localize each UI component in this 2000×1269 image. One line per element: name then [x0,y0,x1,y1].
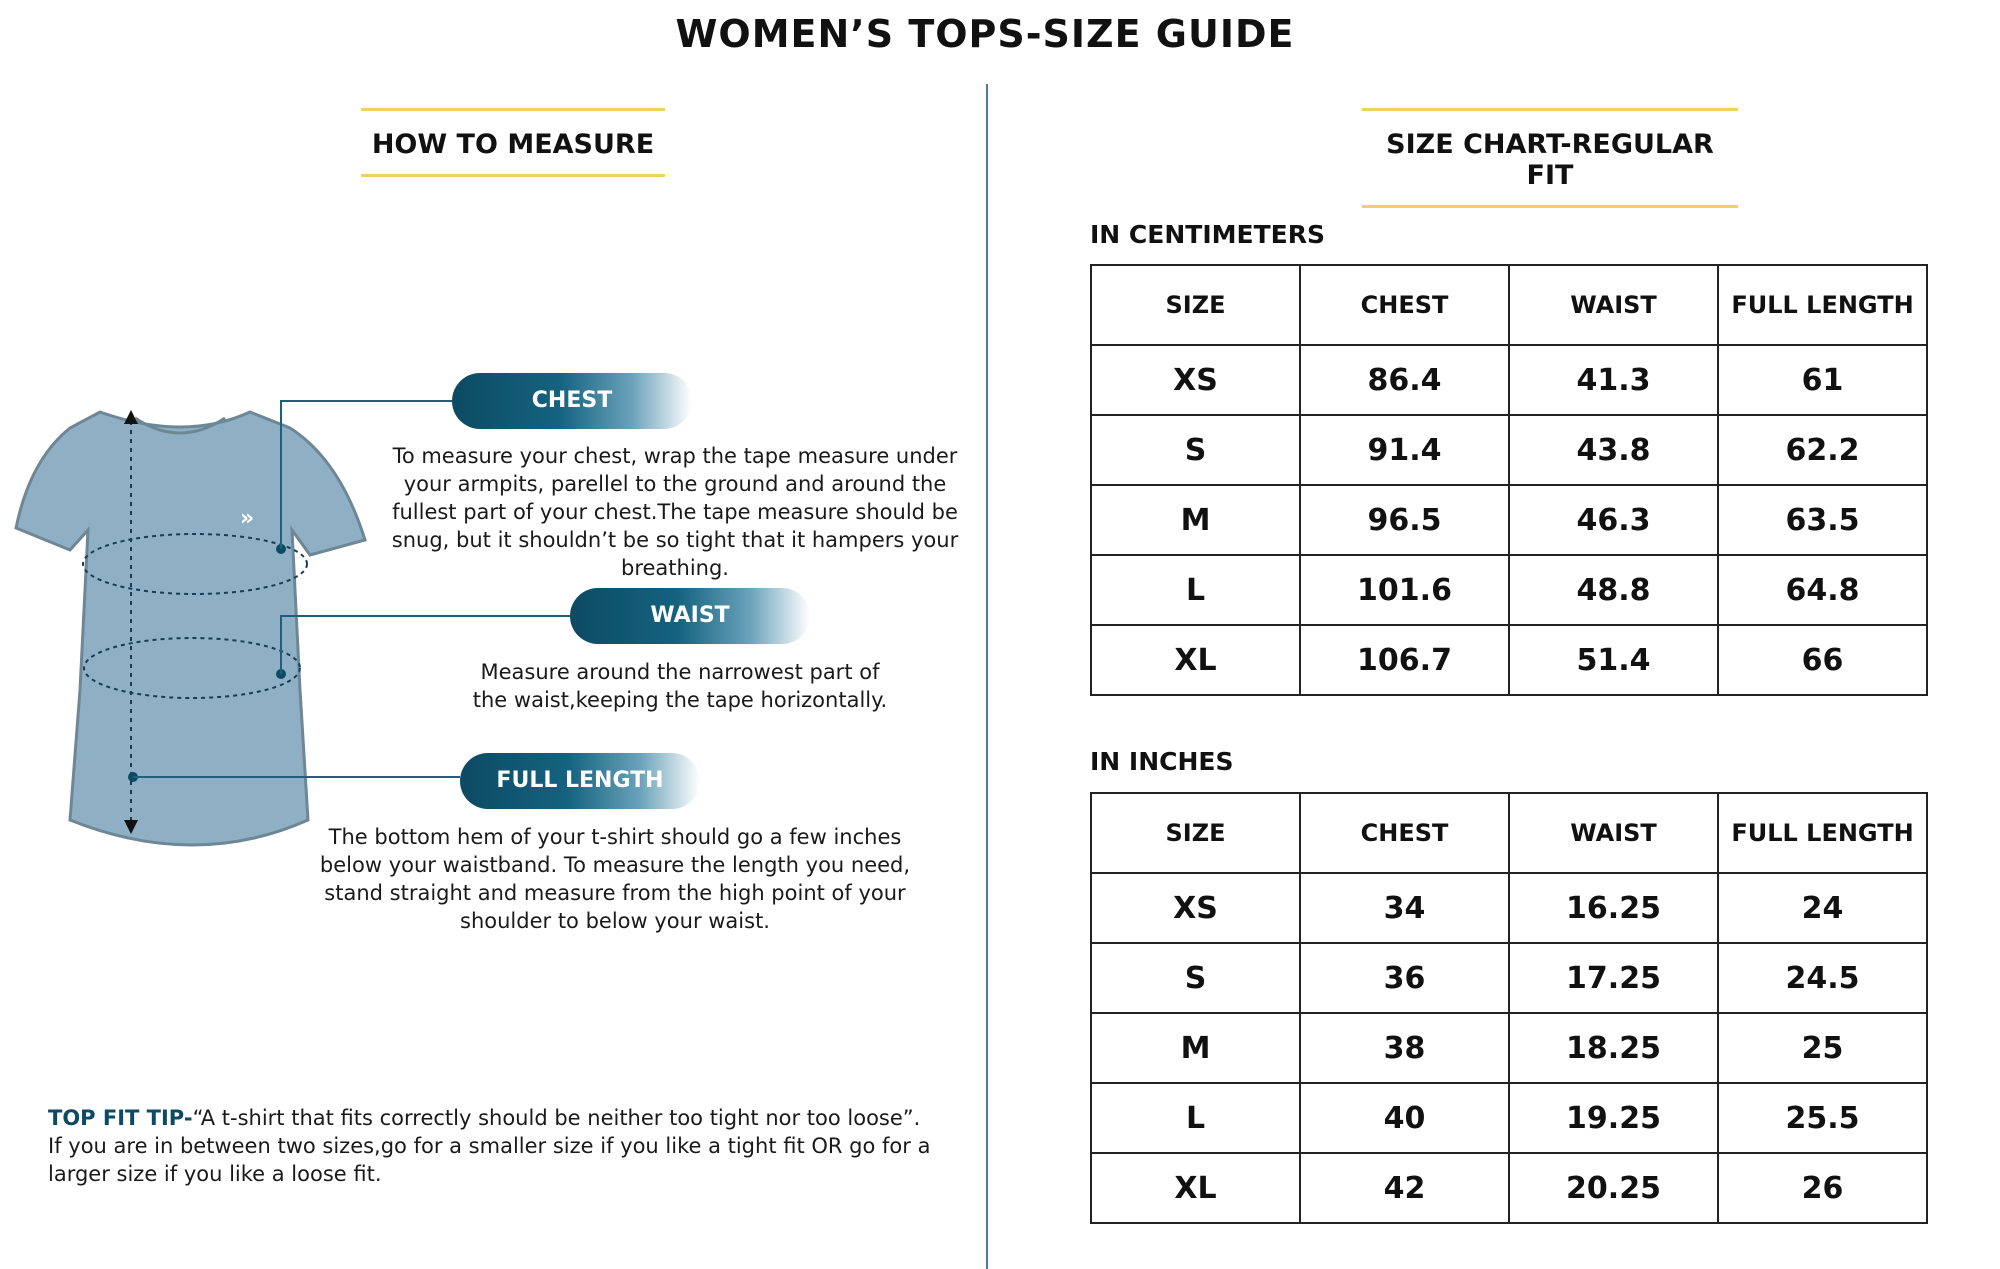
length-cell: 24 [1718,873,1927,943]
size-cell: L [1091,1083,1300,1153]
waist-cell: 41.3 [1509,345,1718,415]
size-cell: S [1091,415,1300,485]
waist-cell: 18.25 [1509,1013,1718,1083]
waist-cell: 46.3 [1509,485,1718,555]
full-length-description: The bottom hem of your t-shirt should go a few inches below your waistband. To measure the length you need, stand straight and measure from the high point of your shoulder to below your waist. [319,825,911,933]
size-cell: XL [1091,625,1300,695]
size-cell: M [1091,1013,1300,1083]
page-title: WOMEN’S TOPS-SIZE GUIDE [675,12,1295,56]
length-cell: 63.5 [1718,485,1927,555]
size-cell: L [1091,555,1300,625]
table-row [1091,555,1927,625]
length-cell: 62.2 [1718,415,1927,485]
header-full-length: FULL LENGTH [1718,793,1927,873]
table-row [1091,415,1927,485]
header-chest: CHEST [1300,265,1509,345]
chest-cell: 86.4 [1300,345,1509,415]
table-row [1091,943,1927,1013]
header-size: SIZE [1091,793,1300,873]
length-cell: 26 [1718,1153,1927,1223]
fit-tip-lead: TOP FIT TIP- [48,1106,193,1130]
waist-cell: 19.25 [1509,1083,1718,1153]
chest-cell: 91.4 [1300,415,1509,485]
inches-table [1090,792,1928,1224]
header-waist: WAIST [1509,793,1718,873]
waist-description: Measure around the narrowest part of the waist,keeping the tape horizontally. [472,660,888,712]
waist-cell: 17.25 [1509,943,1718,1013]
fit-tip-quote: “A t-shirt that fits correctly should be neither too tight nor too loose”. [192,1106,921,1130]
chest-cell: 101.6 [1300,555,1509,625]
chest-cell: 42 [1300,1153,1509,1223]
table-row [1091,625,1927,695]
chest-cell: 38 [1300,1013,1509,1083]
chest-cell: 40 [1300,1083,1509,1153]
waist-cell: 51.4 [1509,625,1718,695]
inches-label: IN INCHES [1090,747,1234,776]
centimeters-table [1090,264,1928,696]
table-header-row [1091,793,1927,873]
size-cell: XS [1091,873,1300,943]
chest-description: To measure your chest, wrap the tape measure under your armpits, parellel to the ground and around the fullest part of your chest.The tape measure should be snug, but it shouldn’t be so tight that it hampers your breathing. [391,444,959,580]
waist-cell: 48.8 [1509,555,1718,625]
table-row [1091,345,1927,415]
waist-cell: 20.25 [1509,1153,1718,1223]
fit-tip [48,1104,948,1188]
logo-chevron-icon: » [240,506,255,531]
size-cell: XL [1091,1153,1300,1223]
waist-cell: 16.25 [1509,873,1718,943]
header-size: SIZE [1091,265,1300,345]
header-chest: CHEST [1300,793,1509,873]
chest-cell: 96.5 [1300,485,1509,555]
chest-cell: 36 [1300,943,1509,1013]
fit-tip-text: If you are in between two sizes,go for a smaller size if you like a tight fit OR go for a larger size if you like a loose fit. [48,1134,931,1186]
size-cell: M [1091,485,1300,555]
how-to-measure-heading: HOW TO MEASURE [361,108,665,177]
length-cell: 66 [1718,625,1927,695]
chest-label: CHEST [452,373,692,429]
length-cell: 25 [1718,1013,1927,1083]
table-row [1091,485,1927,555]
size-cell: XS [1091,345,1300,415]
chest-cell: 106.7 [1300,625,1509,695]
size-cell: S [1091,943,1300,1013]
table-row [1091,1153,1927,1223]
column-divider [986,84,988,1269]
table-row [1091,873,1927,943]
waist-cell: 43.8 [1509,415,1718,485]
chest-cell: 34 [1300,873,1509,943]
header-full-length: FULL LENGTH [1718,265,1927,345]
centimeters-label: IN CENTIMETERS [1090,220,1325,249]
waist-label: WAIST [570,588,810,644]
header-waist: WAIST [1509,265,1718,345]
table-header-row [1091,265,1927,345]
length-cell: 61 [1718,345,1927,415]
full-length-label: FULL LENGTH [460,753,700,809]
size-chart-heading: SIZE CHART-REGULAR FIT [1362,108,1738,208]
length-cell: 25.5 [1718,1083,1927,1153]
length-cell: 64.8 [1718,555,1927,625]
length-cell: 24.5 [1718,943,1927,1013]
table-row [1091,1013,1927,1083]
table-row [1091,1083,1927,1153]
